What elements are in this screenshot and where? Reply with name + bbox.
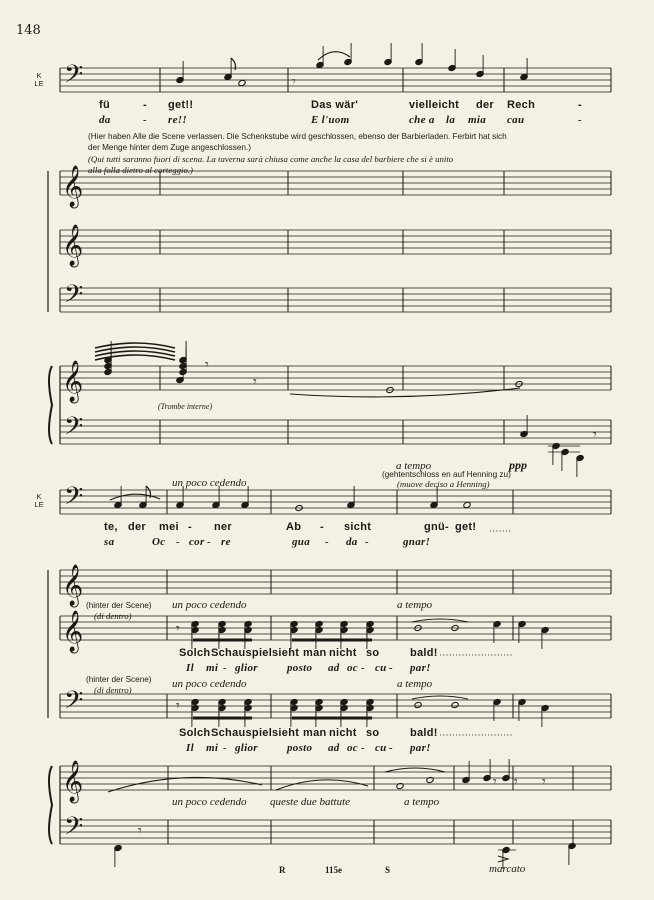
stage-direction-it-line2: alla folla dietro al corteggio.) bbox=[88, 165, 193, 175]
piano-tempo-cedendo: un poco cedendo bbox=[172, 796, 247, 808]
piano-brace-icon bbox=[49, 366, 52, 444]
chorus2-lyric-de-7: bald! bbox=[410, 727, 438, 739]
lyric-s2-it-11: gnar! bbox=[403, 536, 431, 548]
chorus1-lyric-it-6: ad bbox=[328, 662, 340, 674]
tie-chorus1 bbox=[412, 619, 468, 622]
chorus2-lyric-it-10: - bbox=[389, 742, 393, 754]
lyric-s2-de-10: - bbox=[445, 521, 449, 533]
piano-cue-trombe: (Trombe interne) bbox=[158, 402, 213, 411]
lyric-s2-de-7: - bbox=[320, 521, 324, 533]
eighth-rest-icon: 𝄾 bbox=[176, 698, 180, 714]
chorus2-lyric-de-6: so bbox=[366, 727, 380, 739]
lyric-s2-de-4: - bbox=[188, 521, 192, 533]
treble-clef-icon: 𝄞 bbox=[62, 225, 84, 266]
lyric-s1-de-4: Das wär' bbox=[311, 99, 359, 111]
bass-clef-icon: 𝄢 bbox=[64, 412, 84, 447]
lyric-s1-de-3: get!! bbox=[168, 99, 194, 111]
treble-clef-icon: 𝄞 bbox=[62, 565, 84, 606]
lyric-s2-de-6: Ab bbox=[286, 521, 302, 533]
lyric-s1-de-7: Rech bbox=[507, 99, 536, 111]
lyric-s2-it-3: - bbox=[176, 536, 180, 548]
note-head bbox=[451, 701, 459, 708]
chorus1-lyric-de-5: nicht bbox=[329, 647, 357, 659]
lyric-s2-it-2: Oc bbox=[152, 536, 166, 548]
chorus1-lyric-it-7: oc bbox=[347, 662, 358, 674]
stage-direction-henning-it: (muove deciso a Henning) bbox=[397, 479, 490, 489]
bass-clef-icon: 𝄢 bbox=[64, 812, 84, 847]
lyric-s2-de-1: te, bbox=[104, 521, 118, 533]
chorus1-direction-de: (hinter der Scene) bbox=[86, 601, 152, 610]
chorus2-lyric-it-3: - bbox=[223, 742, 227, 754]
lyric-s1-de-2: - bbox=[143, 99, 147, 111]
chorus2-lyric-it-7: oc bbox=[347, 742, 358, 754]
eighth-rest-icon: 𝄾 bbox=[176, 621, 180, 637]
chorus2-lyric-it-5: posto bbox=[287, 742, 313, 754]
voice-label-system2: K LE bbox=[34, 492, 44, 509]
eighth-rest-icon: 𝄾 bbox=[205, 357, 209, 373]
lyric-s2-de-9: gnü bbox=[424, 521, 446, 533]
bass-clef-icon: 𝄢 bbox=[64, 60, 84, 95]
eighth-rest-icon: 𝄾 bbox=[253, 374, 257, 390]
chorus2-lyric-de-2: Schauspiel bbox=[211, 727, 273, 739]
lyric-s2-de-11: get! bbox=[455, 521, 477, 533]
lyric-s2-it-10: - bbox=[365, 536, 369, 548]
tie-chorus2 bbox=[412, 696, 468, 699]
tempo-voice-cedendo: un poco cedendo bbox=[172, 477, 247, 489]
eighth-rest-icon: 𝄾 bbox=[292, 74, 296, 90]
treble-clef-icon: 𝄞 bbox=[62, 166, 84, 207]
bass-clef-icon: 𝄢 bbox=[64, 686, 84, 721]
lyric-s2-de-2: der bbox=[128, 521, 147, 533]
chorus1-lyric-it-1: Il bbox=[186, 662, 194, 674]
lyric-s2-it-4: cor bbox=[189, 536, 205, 548]
treble-clef-icon: 𝄞 bbox=[62, 361, 84, 402]
note-head bbox=[426, 776, 434, 783]
chorus2-lyric-de-4: man bbox=[303, 727, 327, 739]
bass-clef-icon: 𝄢 bbox=[64, 280, 84, 315]
lyric-s1-it-5: che a bbox=[409, 114, 435, 126]
chorus2-direction-de: (hinter der Scene) bbox=[86, 675, 152, 684]
chorus1-lyric-it-10: - bbox=[389, 662, 393, 674]
chorus1-lyric-de-1: Solch bbox=[179, 647, 211, 659]
slur-s2-piano-2 bbox=[276, 780, 368, 790]
eighth-rest-icon: 𝄾 bbox=[593, 427, 597, 443]
chorus1-tempo-cedendo: un poco cedendo bbox=[172, 599, 247, 611]
tempo-voice-a-tempo: a tempo bbox=[396, 460, 432, 472]
chorus2-tempo-cedendo: un poco cedendo bbox=[172, 678, 247, 690]
stage-direction-de-line2: der Menge hinter dem Zuge angeschlossen.) bbox=[88, 143, 251, 152]
treble-clef-icon: 𝄞 bbox=[62, 611, 84, 652]
chorus2-lyric-it-8: - bbox=[361, 742, 365, 754]
chorus2-lyric-it-1: Il bbox=[186, 742, 194, 754]
chorus2-lyric-it-9: cu bbox=[375, 742, 387, 754]
chorus2-lyric-de-3: sieht bbox=[272, 727, 300, 739]
footer-center: 115e bbox=[325, 865, 342, 875]
lyric-s2-de-5: ner bbox=[214, 521, 233, 533]
lyric-s1-it-8: cau bbox=[507, 114, 525, 126]
piano-marcato: marcato bbox=[489, 863, 526, 875]
eighth-rest-icon: 𝄾 bbox=[542, 774, 546, 790]
lyric-s2-de-8: sicht bbox=[344, 521, 372, 533]
chorus2-lyric-it-11: par! bbox=[410, 742, 431, 754]
note-head bbox=[414, 701, 422, 708]
chorus1-lyric-de-6: so bbox=[366, 647, 380, 659]
eighth-rest-icon: 𝄾 bbox=[138, 823, 142, 839]
chorus1-lyric-it-9: cu bbox=[375, 662, 387, 674]
chorus1-tempo-a-tempo: a tempo bbox=[397, 599, 433, 611]
lyric-s1-de-5: vielleicht bbox=[409, 99, 460, 111]
chorus1-lyric-it-2: mi bbox=[206, 662, 219, 674]
footer-right: S bbox=[385, 865, 391, 875]
chorus2-tempo-a-tempo: a tempo bbox=[397, 678, 433, 690]
lyric-s2-it-5: - bbox=[207, 536, 211, 548]
lyric-s1-it-6: la bbox=[446, 114, 456, 126]
stage-direction-de-line1: (Hier haben Alle die Scene verlassen. Die Schenkstube wird geschlossen, ebenso der Barbierladen. Ferbirt hat sich bbox=[88, 132, 507, 141]
bass-clef-icon: 𝄢 bbox=[64, 482, 84, 517]
chorus1-lyric-de-3: sieht bbox=[272, 647, 300, 659]
piano-tempo-a-tempo: a tempo bbox=[404, 796, 440, 808]
lyric-s2-it-6: re bbox=[221, 536, 231, 548]
page-number: 148 bbox=[16, 23, 41, 38]
chorus2-direction-it: (di dentro) bbox=[94, 685, 132, 695]
slur-s2-voice bbox=[110, 494, 160, 500]
piano-brace-icon bbox=[49, 766, 52, 844]
lyric-s2-it-9: da bbox=[346, 536, 358, 548]
note-head bbox=[238, 79, 246, 86]
chorus1-lyric-de-7: bald! bbox=[410, 647, 438, 659]
lyric-s1-de-6: der bbox=[476, 99, 495, 111]
eighth-rest-icon: 𝄾 bbox=[514, 774, 518, 790]
lyric-s1-de-1: fü bbox=[99, 99, 110, 111]
chorus1-lyric-it-8: - bbox=[361, 662, 365, 674]
lyric-s1-it-9: - bbox=[578, 114, 582, 126]
chorus2-lyric-de-5: nicht bbox=[329, 727, 357, 739]
chorus1-lyric-de-2: Schauspiel bbox=[211, 647, 273, 659]
tie-s1-piano bbox=[290, 388, 520, 397]
chorus1-lyric-it-4: glior bbox=[235, 662, 258, 674]
chorus1-direction-it: (di dentro) bbox=[94, 611, 132, 621]
eighth-rest-icon: 𝄾 bbox=[493, 774, 497, 790]
lyric-s2-it-1: sa bbox=[104, 536, 115, 548]
stage-direction-it-line1: (Qui tutti saranno fuori di scena. La taverna sarà chiusa come anche la casa del barbiere che si è unito bbox=[88, 154, 454, 164]
stage-direction-henning-de: (gehtentschloss en auf Henning zu) bbox=[382, 470, 511, 479]
piano-queste-due-battute: queste due battute bbox=[270, 796, 351, 808]
chorus1-lyric-it-3: - bbox=[223, 662, 227, 674]
lyric-s1-de-8: - bbox=[578, 99, 582, 111]
voice-label-system1: K LE bbox=[34, 71, 44, 88]
chorus1-lyric-it-11: par! bbox=[410, 662, 431, 674]
chorus2-lyric-it-4: glior bbox=[235, 742, 258, 754]
chorus2-lyric-it-6: ad bbox=[328, 742, 340, 754]
chorus2-lyric-it-2: mi bbox=[206, 742, 219, 754]
lyric-s1-it-2: - bbox=[143, 114, 147, 126]
lyric-s2-de-3: mei bbox=[159, 521, 179, 533]
dynamic-ppp: ppp bbox=[509, 458, 527, 472]
lyric-s1-it-7: mia bbox=[468, 114, 487, 126]
lyric-s2-it-8: - bbox=[325, 536, 329, 548]
treble-clef-icon: 𝄞 bbox=[62, 761, 84, 802]
lyric-s1-it-3: re!! bbox=[168, 114, 187, 126]
lyric-s1-it-1: da bbox=[99, 114, 111, 126]
chorus2-lyric-de-1: Solch bbox=[179, 727, 211, 739]
lyric-s2-it-7: gua bbox=[292, 536, 311, 548]
chorus1-lyric-it-5: posto bbox=[287, 662, 313, 674]
lyric-s1-it-4: E l'uom bbox=[311, 114, 350, 126]
tie-s2-piano bbox=[385, 768, 445, 772]
chorus1-lyric-de-4: man bbox=[303, 647, 327, 659]
note-head bbox=[463, 501, 471, 508]
footer-left: R bbox=[279, 865, 286, 875]
note-head bbox=[396, 782, 404, 789]
